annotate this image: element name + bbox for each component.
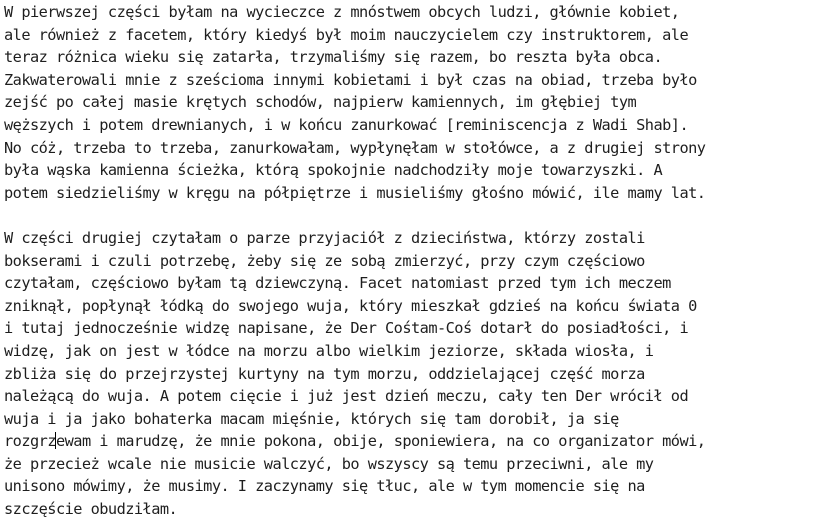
text-line[interactable]: W części drugiej czytałam o parze przyjaciół z dzieciństwa, którzy zostali [4, 228, 645, 247]
text-line[interactable]: Zakwaterowali mnie z sześcioma innymi kobietami i był czas na obiad, trzeba było [4, 70, 697, 89]
text-line[interactable] [4, 430, 828, 453]
text-line[interactable]: ale również z facetem, który kiedyś był moim nauczycielem czy instruktorem, ale [4, 25, 689, 44]
text-line[interactable]: należącą do wuja. A potem cięcie i już jest dzień meczu, cały ten Der wrócił od [4, 387, 689, 406]
text-line[interactable]: bokserami i czuli potrzebę, żeby się ze sobą zmierzyć, przy czym częściowo [4, 251, 645, 270]
text-line[interactable]: wuja i ja jako bohaterka macam mięśnie, których się tam dorobił, ja się [4, 409, 619, 428]
text-line[interactable]: zniknął, popłynął łódką do swojego wuja, który mieszkał gdzieś na końcu świata 0 [4, 296, 697, 315]
text-line[interactable]: węższych i potem drewnianych, i w końcu zanurkować [reminiscencja z Wadi Shab]. [4, 115, 689, 134]
text-line[interactable]: unisono mówimy, że musimy. I zaczynamy się tłuc, ale w tym momencie się na [4, 477, 645, 496]
text-segment: rozgrz [4, 432, 56, 451]
text-line[interactable]: była wąska kamienna ścieżka, którą spokojnie nadchodziły moje towarzyszki. A [4, 161, 663, 180]
text-line[interactable]: potem siedzieliśmy w kręgu na półpiętrze i musieliśmy głośno mówić, ile mamy lat. [4, 183, 706, 202]
text-line[interactable]: czytałam, częściowo byłam tą dziewczyną. Facet natomiast przed tym ich meczem [4, 274, 671, 293]
text-line[interactable]: widzę, jak on jest w łódce na morzu albo wielkim jeziorze, składa wiosła, i [4, 341, 654, 360]
text-line[interactable]: zbliża się do przejrzystej kurtyny na tym morzu, oddzielającej część morza [4, 364, 645, 383]
text-line[interactable]: teraz różnica wieku się zatarła, trzymaliśmy się razem, bo reszta była obca. [4, 48, 663, 67]
text-segment: ewam i marudzę, że mnie pokona, obije, sponiewiera, na co organizator mówi, [55, 432, 706, 451]
text-line[interactable]: i tutaj jednocześnie widzę napisane, że Der Cośtam-Coś dotarł do posiadłości, i [4, 319, 689, 338]
text-line[interactable]: W pierwszej części byłam na wycieczce z mnóstwem obcych ludzi, głównie kobiet, [4, 3, 680, 21]
text-line[interactable]: No cóż, trzeba to trzeba, zanurkowałam, wypłynęłam w stołówce, a z drugiej strony [4, 138, 706, 157]
text-line[interactable]: zejść po całej masie krętych schodów, najpierw kamiennych, im głębiej tym [4, 93, 637, 112]
empty-line[interactable] [4, 204, 828, 227]
text-line[interactable]: szczęście obudziłam. [4, 500, 178, 519]
text-line[interactable]: że przecież wcale nie musicie walczyć, bo wszyscy są temu przeciwni, ale my [4, 454, 654, 473]
